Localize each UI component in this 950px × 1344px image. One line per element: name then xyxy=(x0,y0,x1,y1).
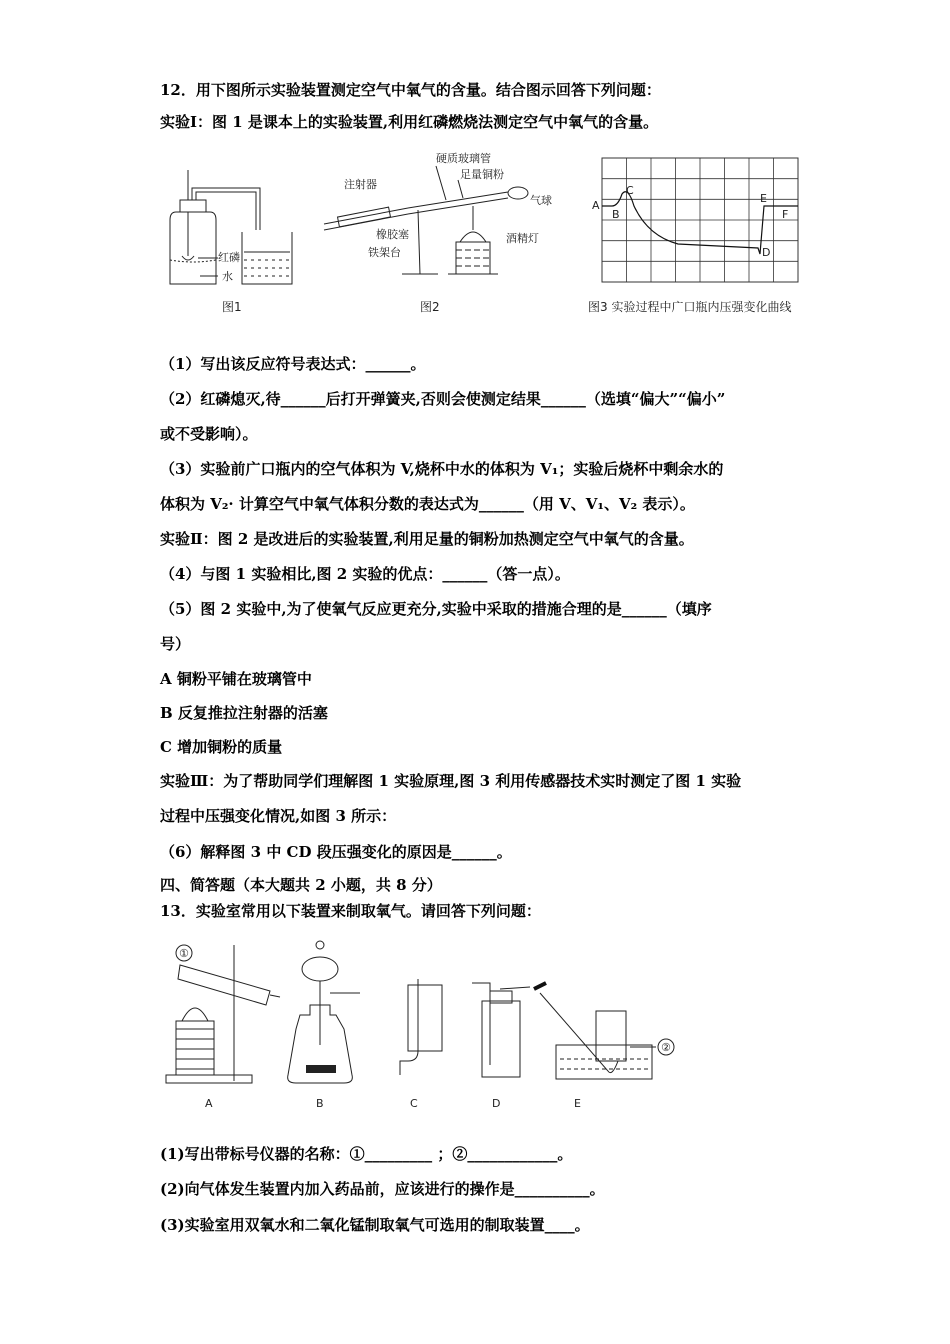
q13-sub1: (1)写出带标号仪器的名称：①_________ ；②____________。 xyxy=(160,1145,573,1163)
fig2-copper-label: 足量铜粉 xyxy=(460,168,504,181)
q12-sub3a: （3）实验前广口瓶内的空气体积为 V,烧杯中水的体积为 V₁；实验后烧杯中剩余水的 xyxy=(160,460,724,478)
fig1-phosphorus-label: 红磷 xyxy=(218,251,240,264)
q12-sub2b: 或不受影响）。 xyxy=(160,425,258,443)
option-b: B 反复推拉注射器的活塞 xyxy=(160,704,328,722)
exp2-intro: 实验Ⅱ：图 2 是改进后的实验装置,利用足量的铜粉加热测定空气中氧气的含量。 xyxy=(160,530,694,548)
fig3-point-d: D xyxy=(762,246,771,259)
fig2-caption: 图2 xyxy=(420,300,440,314)
fig2-stand-label: 铁架台 xyxy=(368,246,401,259)
q12-sub1: （1）写出该反应符号表达式：______。 xyxy=(160,355,426,373)
label-c: C xyxy=(410,1097,418,1110)
q12-sub4: （4）与图 1 实验相比,图 2 实验的优点：______（答一点）。 xyxy=(160,565,570,583)
fig1-caption: 图1 xyxy=(222,300,242,314)
fig3-point-a: A xyxy=(592,199,600,212)
label-b: B xyxy=(316,1097,324,1110)
mark-1: ① xyxy=(179,947,189,960)
figure-1 xyxy=(160,160,310,290)
q12-sub2a: （2）红磷熄灭,待______后打开弹簧夹,否则会使测定结果______（选填“偏大”“偏小” xyxy=(160,390,726,408)
section-4-heading: 四、简答题（本大题共 2 小题，共 8 分） xyxy=(160,876,442,894)
label-e: E xyxy=(574,1097,581,1110)
q13-apparatus xyxy=(160,935,690,1115)
fig3-point-c: C xyxy=(626,184,634,197)
q12-sub3b: 体积为 V₂· 计算空气中氧气体积分数的表达式为______（用 V、V₁、V₂ 表示）。 xyxy=(160,495,695,513)
q13-title: 13．实验室常用以下装置来制取氧气。请回答下列问题： xyxy=(160,902,541,920)
exp1-intro: 实验Ⅰ：图 1 是课本上的实验装置,利用红磷燃烧法测定空气中氧气的含量。 xyxy=(160,113,659,131)
label-a: A xyxy=(205,1097,213,1110)
fig2-syringe-label: 注射器 xyxy=(344,178,377,191)
q12-sub5b: 号） xyxy=(160,635,191,653)
q13-sub2: (2)向气体发生装置内加入药品前，应该进行的操作是__________。 xyxy=(160,1180,605,1198)
q13-sub3: (3)实验室用双氧水和二氧化锰制取氧气可选用的制取装置____。 xyxy=(160,1216,590,1234)
fig3-point-f: F xyxy=(782,208,789,221)
label-d: D xyxy=(492,1097,501,1110)
fig2-stopper-label: 橡胶塞 xyxy=(376,228,409,241)
exp3-intro-b: 过程中压强变化情况,如图 3 所示： xyxy=(160,807,397,825)
figure-3-chart xyxy=(588,156,808,288)
fig3-point-e: E xyxy=(760,192,767,205)
option-a: A 铜粉平铺在玻璃管中 xyxy=(160,670,312,688)
fig1-water-label: 水 xyxy=(222,270,233,283)
q12-sub6: （6）解释图 3 中 CD 段压强变化的原因是______。 xyxy=(160,843,512,861)
exp3-intro-a: 实验Ⅲ：为了帮助同学们理解图 1 实验原理,图 3 利用传感器技术实时测定了图 1 实验 xyxy=(160,772,742,790)
fig3-point-b: B xyxy=(612,208,620,221)
mark-2: ② xyxy=(661,1041,671,1054)
fig2-balloon-label: 气球 xyxy=(530,194,552,207)
fig2-lamp-label: 酒精灯 xyxy=(506,232,539,245)
q12-sub5a: （5）图 2 实验中,为了使氧气反应更充分,实验中采取的措施合理的是______（填序 xyxy=(160,600,712,618)
q12-title: 12．用下图所示实验装置测定空气中氧气的含量。结合图示回答下列问题： xyxy=(160,81,661,99)
figure-2 xyxy=(318,150,568,290)
fig3-caption: 图3 实验过程中广口瓶内压强变化曲线 xyxy=(588,300,792,314)
option-c: C 增加铜粉的质量 xyxy=(160,738,283,756)
fig2-tube-label: 硬质玻璃管 xyxy=(436,152,491,165)
